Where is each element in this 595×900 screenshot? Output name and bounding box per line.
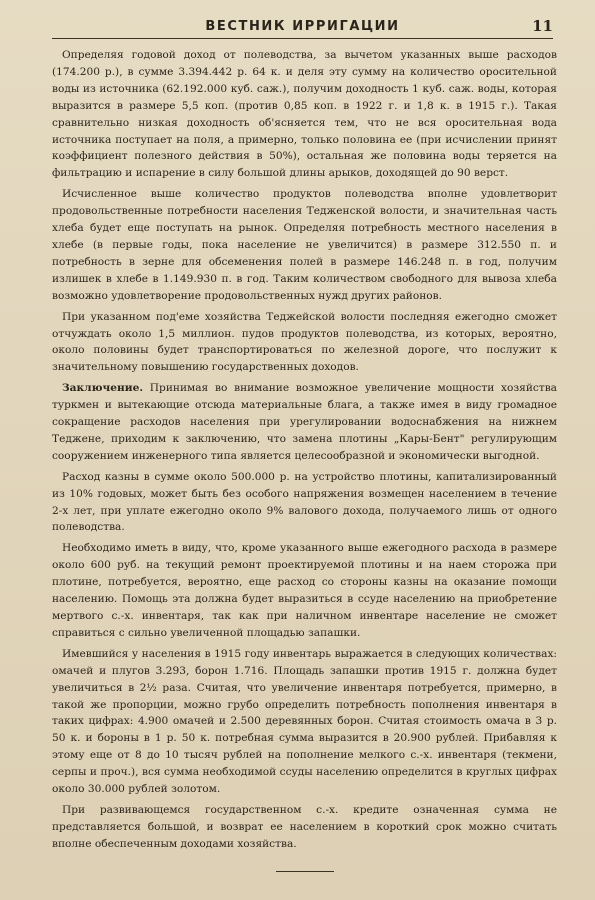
- journal-title: ВЕСТНИК ИРРИГАЦИИ: [205, 19, 400, 34]
- paragraph-expenses: Необходимо иметь в виду, что, кроме указанного выше ежегодного расхода в размере около 600 руб. на текущий ремонт проектируемой плотины и на наем сторожа при плотине, потребуется, вероятно, еще расход со стороны казны на оказание помощи населению. Помощь эта должна будет выразиться в ссуде населению на приобретение мертвого с.-х. инвентаря, так как при наличном инвентаре население не сможет справиться с сильно увеличенной площадью запашки.: [52, 542, 557, 639]
- paragraph-inventory: Имевшийся у населения в 1915 году инвентарь выражается в следующих количествах: омачей и плугов 3.293, борон 1.716. Площадь запашки против 1915 г. должна будет увеличиться в 2½ раза. Считая, что увеличение инвентаря потребуется, примерно, в такой же пропорции, можно грубо определить потребность пополнения инвентаря в таких цифрах: 4.900 омачей и 2.500 деревянных борон. Считая стоимость омача в 3 р. 50 к. и бороны в 1 р. 50 к. потребная сумма выразится в 20.900 рублей. Прибавляя к этому еще от 8 до 10 тысяч рублей на пополнение мелкого с.-х. инвентаря (текмени, серпы и проч.), вся сумма необходимой ссуды населению определится в круглых цифрах около 30.000 рублей золотом.: [52, 647, 557, 796]
- page-header: [52, 12, 553, 39]
- conclusion-text: Принимая во внимание возможное увеличение мощности хозяйства туркмен и вытекающие отсюда материальные блага, а также имея в виду громадное сокращение расходов населения при урегулировании водоснабжения на нижнем Теджене, приходим к заключению, что замена плотины „Кары-Бент" регулирующим сооружением инженерного типа является целесообразной и экономически выгодной.: [52, 382, 557, 462]
- page-number: 11: [532, 17, 553, 35]
- end-divider: [276, 871, 334, 872]
- paragraph-credit: При развивающемся государственном с.-х. кредите означенная сумма не представляется большой, и возврат ее населением в короткий срок можно считать вполне обеспеченным доходами хозяйства.: [52, 803, 557, 850]
- paragraph-treasury: Расход казны в сумме около 500.000 р. на устройство плотины, капитализированный из 10% годовых, может быть без особого напряжения возмещен населением в течение 2-х лет, при уплате ежегодно около 9% валового дохода, получаемого лишь от одного полеводства.: [52, 470, 557, 534]
- paragraph-conclusion: [52, 380, 557, 465]
- conclusion-heading: Заключение.: [62, 382, 144, 395]
- paragraph-export: При указанном под'еме хозяйства Теджейской волости последняя ежегодно сможет отчуждать около 1,5 миллион. пудов продуктов полеводства, из которых, вероятно, около половины будет транспортироваться по железной дороге, что послужит к значительному повышению государственных доходов.: [52, 310, 557, 374]
- article-body: [52, 47, 557, 853]
- paragraph-income: Определяя годовой доход от полеводства, за вычетом указанных выше расходов (174.200 р.), в сумме 3.394.442 р. 64 к. и деля эту сумму на количество оросительной воды из источника (62.192.000 куб. саж.), получим доходность 1 куб. саж. воды, которая выразится в размере 5,5 коп. (против 0,85 коп. в 1922 г. и 1,8 к. в 1915 г.). Такая сравнительно низкая доходность об'ясняется тем, что не вся оросительная вода источника поступает на поля, а примерно, только половина ее (при исчислении принят коэффициент полезного действия в 50%), остальная же половина воды теряется на фильтрацию и испарение в силу большой длины арыков, доходящей до 90 верст.: [52, 49, 557, 180]
- paragraph-food-needs: Исчисленное выше количество продуктов полеводства вполне удовлетворит продовольственные потребности населения Тедженской волости, и значительная часть хлеба будет еще поступать на рынок. Определяя потребность местного населения в хлебе (в первые годы, пока население не увеличится) в размере 312.550 п. и потребность в зерне для обсеменения полей в размере 146.248 п. в год, получим излишек в хлебе в 1.149.930 п. в год. Таким количеством свободного для вывоза хлеба возможно удовлетворение продовольственных нужд других районов.: [52, 188, 557, 302]
